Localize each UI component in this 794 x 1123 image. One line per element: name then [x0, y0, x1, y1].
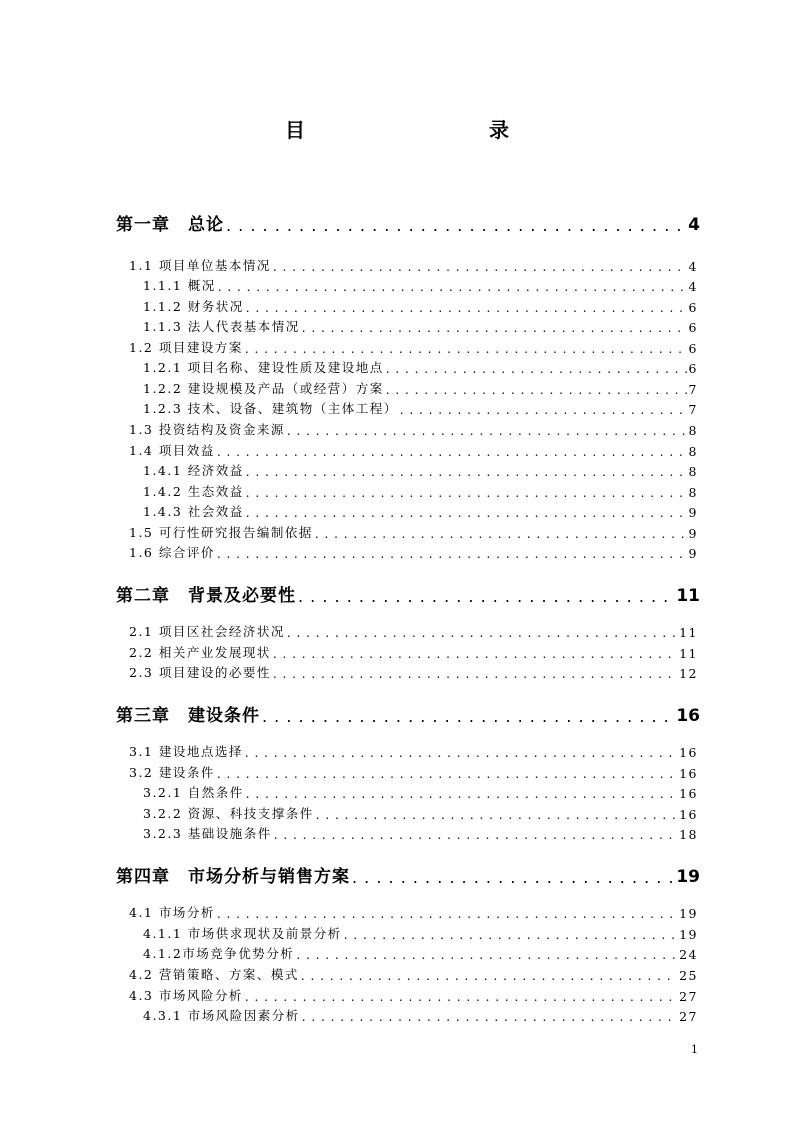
entry-label: 1.3 投资结构及资金来源 — [129, 422, 285, 437]
entry-page-number: 9 — [688, 526, 698, 541]
toc-chapter-2[interactable] — [116, 582, 700, 606]
toc-entry[interactable] — [143, 502, 698, 520]
entry-label: 3.2.2 资源、科技支撑条件 — [143, 806, 314, 821]
toc-chapter-4[interactable] — [116, 863, 700, 887]
entry-page-number: 24 — [679, 947, 698, 962]
entry-label: 3.1 建设地点选择 — [129, 744, 243, 759]
toc-entry[interactable] — [129, 986, 698, 1004]
entry-label: 1.4 项目效益 — [129, 443, 215, 458]
entry-page-number: 19 — [679, 927, 698, 942]
toc-entry[interactable] — [143, 358, 698, 376]
entry-label: 1.1.2 财务状况 — [143, 299, 244, 314]
leader-dots — [246, 465, 687, 479]
leader-dots — [316, 808, 677, 822]
toc-entry[interactable] — [143, 924, 698, 942]
toc-entry[interactable] — [129, 903, 698, 921]
leader-dots — [273, 647, 677, 661]
toc-chapter-1[interactable] — [116, 211, 700, 235]
toc-title: 目 录 — [285, 118, 557, 142]
entry-label: 2.1 项目区社会经济状况 — [129, 624, 285, 639]
leader-dots — [273, 667, 677, 681]
entry-page-number: 27 — [679, 989, 698, 1004]
leader-dots — [344, 928, 677, 942]
leader-dots — [273, 260, 687, 274]
toc-entry[interactable] — [143, 276, 698, 294]
entry-page-number: 6 — [688, 300, 698, 315]
entry-label: 4.1 市场分析 — [129, 905, 215, 920]
toc-entry[interactable] — [143, 783, 698, 801]
leader-dots — [274, 828, 677, 842]
entry-label: 1.4.1 经济效益 — [143, 463, 244, 478]
leader-dots — [246, 506, 687, 520]
entry-label: 1.1.3 法人代表基本情况 — [143, 319, 300, 334]
entry-label: 1.1.1 概况 — [143, 278, 216, 293]
toc-entry[interactable] — [129, 663, 698, 681]
leader-dots — [262, 707, 674, 726]
toc-entry[interactable] — [129, 742, 698, 760]
entry-page-number: 6 — [688, 320, 698, 335]
entry-label: 3.2.3 基础设施条件 — [143, 826, 272, 841]
entry-page-number: 16 — [679, 745, 698, 760]
entry-label: 1.2.1 项目名称、建设性质及建设地点 — [143, 360, 384, 375]
chapter-page-number: 11 — [676, 586, 700, 606]
leader-dots — [217, 907, 677, 921]
leader-dots — [315, 527, 687, 541]
entry-label: 1.5 可行性研究报告编制依据 — [129, 525, 313, 540]
entry-page-number: 27 — [679, 1009, 698, 1024]
entry-page-number: 6 — [688, 361, 698, 376]
chapter-label: 第三章 建设条件 — [116, 706, 260, 726]
leader-dots — [302, 1010, 677, 1024]
entry-page-number: 8 — [688, 423, 698, 438]
toc-entry[interactable] — [129, 543, 698, 561]
leader-dots — [246, 301, 687, 315]
entry-label: 3.2 建设条件 — [129, 765, 215, 780]
entry-label: 3.2.1 自然条件 — [143, 785, 244, 800]
toc-entry[interactable] — [129, 441, 698, 459]
entry-label: 1.2.2 建设规模及产品（或经营）方案 — [143, 381, 384, 396]
page-number: 1 — [691, 1043, 698, 1056]
entry-page-number: 8 — [688, 464, 698, 479]
chapter-page-number: 4 — [688, 215, 700, 235]
leader-dots — [296, 948, 677, 962]
leader-dots — [246, 486, 687, 500]
toc-chapter-3[interactable] — [116, 702, 700, 726]
entry-page-number: 12 — [679, 666, 698, 681]
entry-label: 1.1 项目单位基本情况 — [129, 258, 271, 273]
entry-page-number: 8 — [688, 444, 698, 459]
entry-page-number: 18 — [679, 827, 698, 842]
toc-entry[interactable] — [129, 622, 698, 640]
entry-label: 2.2 相关产业发展现状 — [129, 645, 271, 660]
entry-page-number: 7 — [688, 402, 698, 417]
entry-label: 1.2.3 技术、设备、建筑物（主体工程） — [143, 401, 398, 416]
entry-page-number: 16 — [679, 786, 698, 801]
leader-dots — [245, 990, 677, 1004]
toc-entry[interactable] — [143, 297, 698, 315]
entry-label: 1.6 综合评价 — [129, 545, 215, 560]
chapter-label: 第二章 背景及必要性 — [116, 586, 296, 606]
toc-entry[interactable] — [143, 399, 698, 417]
chapter-label: 第一章 总论 — [116, 215, 224, 235]
leader-dots — [302, 321, 687, 335]
leader-dots — [226, 216, 686, 235]
leader-dots — [298, 587, 674, 606]
entry-page-number: 16 — [679, 807, 698, 822]
entry-page-number: 11 — [679, 625, 698, 640]
leader-dots — [217, 445, 687, 459]
entry-label: 4.2 营销策略、方案、模式 — [129, 967, 299, 982]
entry-label: 2.3 项目建设的必要性 — [129, 665, 271, 680]
entry-page-number: 8 — [688, 485, 698, 500]
entry-label: 4.1.2市场竞争优势分析 — [143, 946, 295, 961]
entry-page-number: 25 — [679, 968, 698, 983]
entry-label: 1.4.2 生态效益 — [143, 484, 244, 499]
leader-dots — [352, 868, 674, 887]
toc-entry[interactable] — [143, 944, 698, 962]
toc-entry[interactable] — [129, 420, 698, 438]
leader-dots — [245, 746, 677, 760]
toc-entry[interactable] — [143, 824, 698, 842]
leader-dots — [246, 787, 677, 801]
leader-dots — [245, 342, 687, 356]
entry-label: 4.1.1 市场供求现状及前景分析 — [143, 926, 342, 941]
toc-entry[interactable] — [129, 256, 698, 274]
toc-entry[interactable] — [143, 317, 698, 335]
entry-page-number: 9 — [688, 546, 698, 561]
entry-page-number: 7 — [688, 382, 698, 397]
leader-dots — [217, 767, 677, 781]
entry-label: 4.3.1 市场风险因素分析 — [143, 1008, 300, 1023]
leader-dots — [400, 403, 687, 417]
toc-entry[interactable] — [129, 338, 698, 356]
leader-dots — [386, 383, 687, 397]
chapter-page-number: 16 — [676, 706, 700, 726]
entry-page-number: 9 — [688, 505, 698, 520]
entry-page-number: 11 — [679, 646, 698, 661]
toc-entry[interactable] — [143, 379, 698, 397]
leader-dots — [287, 626, 677, 640]
toc-entry[interactable] — [143, 482, 698, 500]
toc-entry[interactable] — [143, 461, 698, 479]
leader-dots — [217, 547, 687, 561]
entry-page-number: 16 — [679, 766, 698, 781]
toc-entry[interactable] — [129, 523, 698, 541]
leader-dots — [287, 424, 687, 438]
entry-page-number: 4 — [688, 279, 698, 294]
chapter-page-number: 19 — [676, 867, 700, 887]
entry-page-number: 19 — [679, 906, 698, 921]
entry-label: 1.4.3 社会效益 — [143, 504, 244, 519]
chapter-label: 第四章 市场分析与销售方案 — [116, 867, 350, 887]
entry-page-number: 4 — [688, 259, 698, 274]
leader-dots — [301, 969, 677, 983]
toc-entry[interactable] — [143, 1006, 698, 1024]
leader-dots — [218, 280, 687, 294]
entry-page-number: 6 — [688, 341, 698, 356]
leader-dots — [386, 362, 687, 376]
entry-label: 4.3 市场风险分析 — [129, 988, 243, 1003]
entry-label: 1.2 项目建设方案 — [129, 340, 243, 355]
toc-entry[interactable] — [143, 804, 698, 822]
toc-entry[interactable] — [129, 965, 698, 983]
toc-entry[interactable] — [129, 763, 698, 781]
toc-entry[interactable] — [129, 643, 698, 661]
